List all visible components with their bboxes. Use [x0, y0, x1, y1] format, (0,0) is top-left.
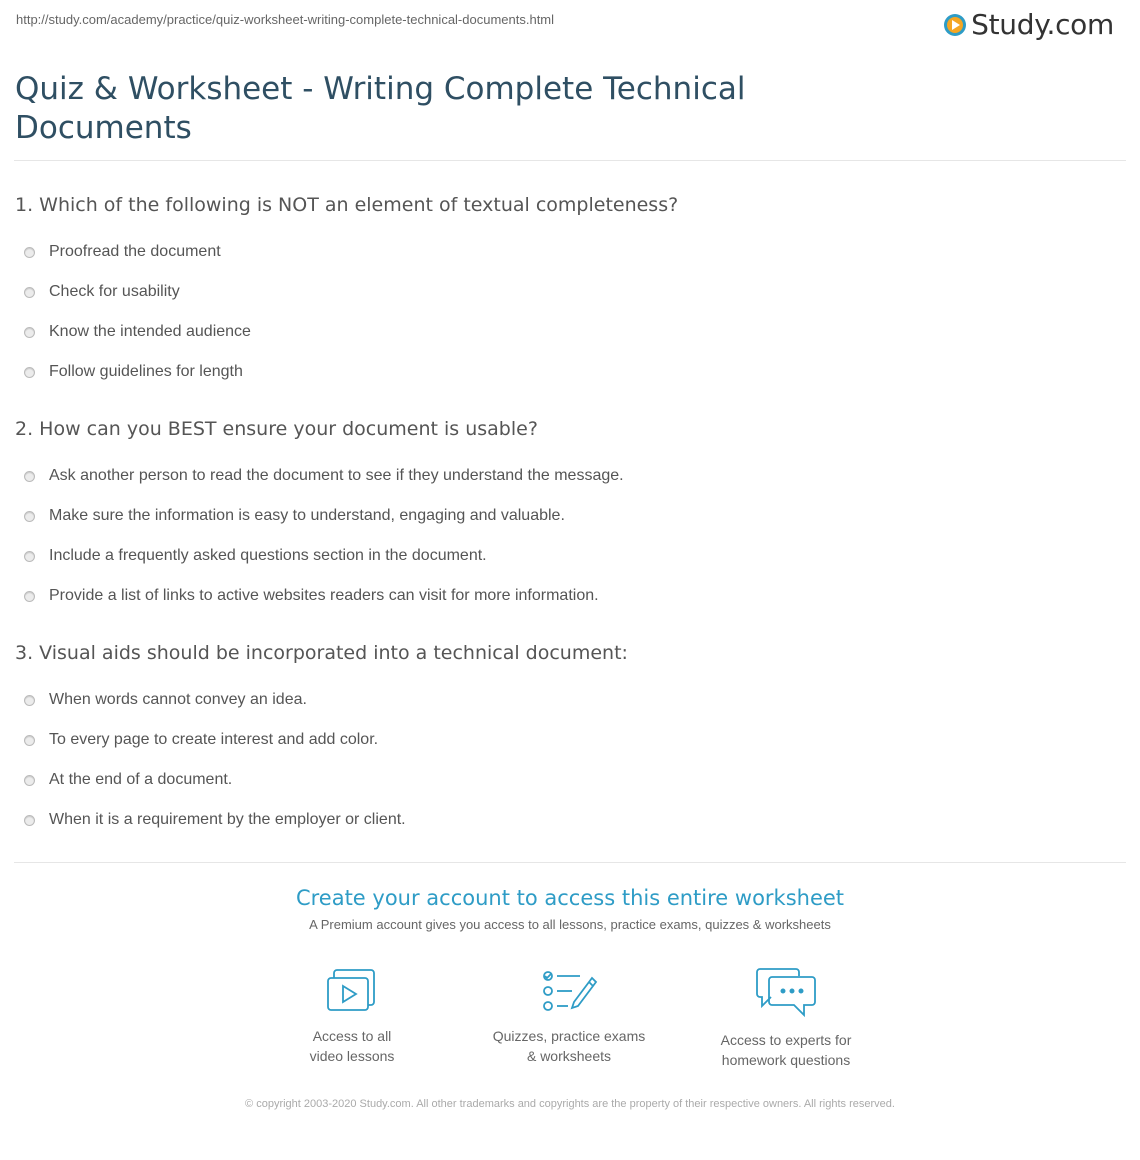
radio-button-icon[interactable]: [24, 551, 35, 562]
video-lesson-icon: [325, 968, 379, 1014]
premium-description: A Premium account gives you access to all lessons, practice exams, quizzes & worksheets: [309, 917, 831, 932]
radio-button-icon[interactable]: [24, 695, 35, 706]
feature-experts-line1: Access to experts for: [720, 1032, 852, 1048]
chat-bubbles-icon: [754, 968, 818, 1018]
radio-button-icon[interactable]: [24, 471, 35, 482]
page-title: Quiz & Worksheet - Writing Complete Technical Documents: [15, 71, 746, 146]
answer-choice[interactable]: [15, 232, 1115, 272]
radio-button-icon[interactable]: [24, 511, 35, 522]
answer-choice[interactable]: [15, 536, 1115, 576]
answer-choice[interactable]: [15, 720, 1115, 760]
answer-choice-label: At the end of a document.: [49, 771, 233, 788]
answer-choice[interactable]: [15, 800, 1115, 840]
content-divider: [14, 862, 1126, 863]
answer-choice-label: Proofread the document: [49, 243, 221, 260]
question-text: 3. Visual aids should be incorporated into a technical document:: [15, 642, 628, 664]
answer-choice-label: Ask another person to read the document to see if they understand the message.: [49, 467, 624, 484]
question-list: [15, 190, 1115, 862]
radio-button-icon[interactable]: [24, 591, 35, 602]
answer-choice[interactable]: [15, 576, 1115, 616]
feature-experts: [691, 968, 881, 1070]
header-divider: [14, 160, 1126, 161]
answer-choice[interactable]: [15, 680, 1115, 720]
answer-choice-label: Provide a list of links to active websites readers can visit for more information.: [49, 587, 599, 604]
answer-choice[interactable]: [15, 760, 1115, 800]
radio-button-icon[interactable]: [24, 735, 35, 746]
quiz-checklist-icon: [540, 968, 598, 1014]
question-1: [15, 190, 1115, 392]
answer-choice[interactable]: [15, 272, 1115, 312]
question-text: 1. Which of the following is NOT an element of textual completeness?: [15, 194, 679, 216]
answer-choice-label: Make sure the information is easy to understand, engaging and valuable.: [49, 507, 565, 524]
create-account-link[interactable]: Create your account to access this entire worksheet: [295, 886, 845, 910]
answer-choice-label: When words cannot convey an idea.: [49, 691, 307, 708]
feature-video-line2: video lessons: [309, 1048, 395, 1064]
page-url: http://study.com/academy/practice/quiz-worksheet-writing-complete-technical-documents.html: [16, 12, 555, 27]
copyright-notice: © copyright 2003-2020 Study.com. All other trademarks and copyrights are the property of their respective owners. All rights reserved.: [245, 1098, 895, 1110]
study-logo-icon: [943, 13, 967, 37]
question-text: 2. How can you BEST ensure your document is usable?: [15, 418, 538, 440]
study-logo-text: Study.com: [971, 8, 1114, 41]
answer-choice[interactable]: [15, 456, 1115, 496]
answer-choice-label: Follow guidelines for length: [49, 363, 243, 380]
radio-button-icon[interactable]: [24, 815, 35, 826]
radio-button-icon[interactable]: [24, 367, 35, 378]
answer-choice[interactable]: [15, 496, 1115, 536]
question-2: [15, 414, 1115, 616]
question-3: [15, 638, 1115, 840]
feature-video-line1: Access to all: [312, 1028, 392, 1044]
answer-choice-label: To every page to create interest and add color.: [49, 731, 379, 748]
feature-video-lessons: [257, 968, 447, 1066]
answer-choice-label: When it is a requirement by the employer or client.: [49, 811, 406, 828]
answer-choice[interactable]: [15, 312, 1115, 352]
feature-quizzes-line1: Quizzes, practice exams: [492, 1028, 646, 1044]
answer-choice-label: Know the intended audience: [49, 323, 251, 340]
radio-button-icon[interactable]: [24, 775, 35, 786]
feature-quizzes-line2: & worksheets: [526, 1048, 612, 1064]
answer-choice-label: Include a frequently asked questions section in the document.: [49, 547, 487, 564]
radio-button-icon[interactable]: [24, 327, 35, 338]
answer-choice[interactable]: [15, 352, 1115, 392]
feature-experts-line2: homework questions: [721, 1052, 851, 1068]
radio-button-icon[interactable]: [24, 287, 35, 298]
study-logo[interactable]: [943, 8, 1114, 41]
answer-choice-label: Check for usability: [49, 283, 180, 300]
feature-quizzes: [474, 968, 664, 1066]
radio-button-icon[interactable]: [24, 247, 35, 258]
